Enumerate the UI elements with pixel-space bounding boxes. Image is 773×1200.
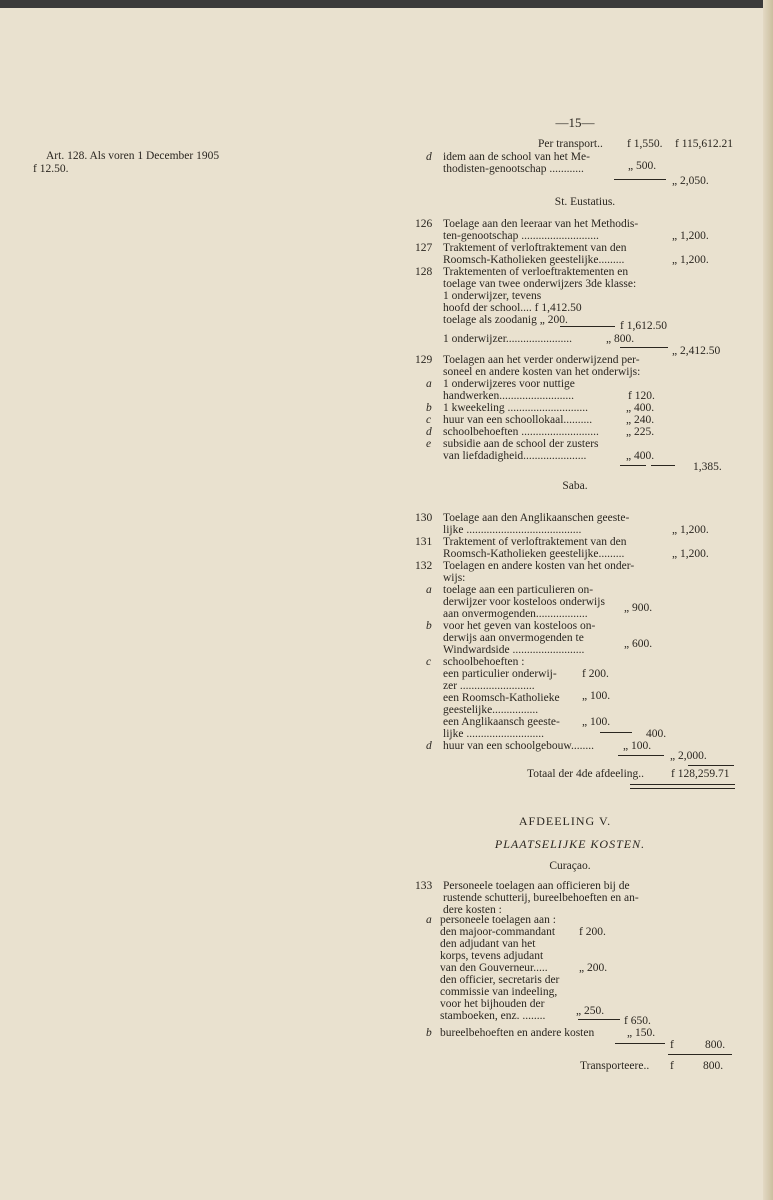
item-text: lijke ...........................: [443, 728, 544, 740]
item-number: 126: [415, 218, 433, 230]
item-text: aan onvermogenden..................: [443, 608, 588, 620]
item-text: bureelbehoeften en andere kosten: [440, 1027, 595, 1039]
item-text: korps, tevens adjudant: [440, 950, 544, 962]
total-amount: f 128,259.71: [671, 768, 730, 780]
item-text: toelage als zoodanig „ 200.: [443, 314, 568, 326]
item-text: Traktement of verloftraktement van den: [443, 536, 627, 548]
item-total: „ 1,200.: [672, 254, 709, 266]
item-text: schoolbehoeften ...........................: [443, 426, 599, 438]
item-text: een particulier onderwij-: [443, 668, 557, 680]
item-text: Traktementen of verloeftraktementen en: [443, 266, 629, 278]
item-total: „ 1,200.: [672, 548, 709, 560]
transport-amount: 800.: [703, 1060, 724, 1072]
item-number: 129: [415, 354, 433, 366]
item-amount: „ 800.: [606, 333, 635, 345]
item-text: Personeele toelagen aan officieren bij de: [443, 880, 630, 892]
rule: [618, 755, 664, 756]
item-amount: „ 400.: [626, 450, 655, 462]
item-total: „ 2,050.: [672, 175, 709, 187]
item-text: rustende schutterij, bureelbehoeften en an-: [443, 892, 639, 904]
item-number: 127: [415, 242, 433, 254]
item-total: 1,385.: [693, 461, 722, 473]
item-text: derwijs aan onvermogenden te: [443, 632, 584, 644]
item-text: dere kosten :: [443, 904, 502, 916]
total-label: Totaal der 4de afdeeling..: [527, 768, 645, 780]
item-amount: „ 100.: [623, 740, 652, 752]
item-text: een Roomsch-Katholieke: [443, 692, 560, 704]
item-letter: c: [426, 414, 432, 426]
rule: [620, 465, 646, 466]
rule: [620, 347, 668, 348]
place-heading: Curaçao.: [549, 860, 591, 872]
page-number: —15—: [555, 115, 595, 130]
rule: [688, 765, 734, 766]
item-letter: a: [426, 378, 432, 390]
item-letter: a: [426, 584, 432, 596]
item-text: den officier, secretaris der: [440, 974, 560, 986]
item-text: stamboeken, enz. ........: [440, 1010, 546, 1022]
item-amount: f 120.: [628, 390, 655, 402]
section-heading: Saba.: [562, 480, 588, 492]
margin-note-line1: Art. 128. Als voren 1 December 1905: [46, 150, 220, 162]
item-amount: „ 100.: [582, 690, 611, 702]
item-amount: f 200.: [582, 668, 609, 680]
item-letter: b: [426, 620, 432, 632]
item-letter: d: [426, 151, 432, 163]
section-subtitle: PLAATSELIJKE KOSTEN.: [494, 837, 646, 851]
item-amount: „ 250.: [576, 1005, 605, 1017]
item-text: van den Gouverneur.....: [440, 962, 548, 974]
item-text: Toelage aan den leeraar van het Methodis-: [443, 218, 639, 230]
item-text: 1 onderwijzeres voor nuttige: [443, 378, 575, 390]
item-total: „ 2,000.: [670, 750, 707, 762]
item-number: 130: [415, 512, 433, 524]
double-rule: [630, 784, 735, 789]
rule: [600, 732, 632, 733]
item-text: wijs:: [443, 572, 466, 584]
item-text: geestelijke................: [443, 704, 539, 716]
margin-note-line2: f 12.50.: [33, 163, 69, 175]
item-text: ten-genootschap ...........................: [443, 230, 599, 242]
carry-forward-label: Per transport..: [538, 138, 603, 150]
item-text: Windwardside .........................: [443, 644, 585, 656]
item-text: zer ..........................: [443, 680, 535, 692]
item-letter: d: [426, 426, 432, 438]
item-text: 1 onderwijzer.......................: [443, 333, 573, 345]
transport-label: Transporteere..: [580, 1060, 650, 1072]
section-title: AFDEELING V.: [518, 814, 612, 828]
item-text: voor het bijhouden der: [440, 998, 545, 1010]
item-text: personeele toelagen aan :: [440, 914, 556, 926]
item-text: den adjudant van het: [440, 938, 536, 950]
item-text: huur van een schoolgebouw........: [443, 740, 594, 752]
carry-forward-amount2: f 115,612.21: [675, 138, 734, 150]
item-letter: e: [426, 438, 432, 450]
item-text: handwerken..........................: [443, 390, 574, 402]
item-subtotal: f 650.: [624, 1015, 651, 1027]
item-text: Roomsch-Katholieken geestelijke.........: [443, 548, 625, 560]
item-letter: a: [426, 914, 432, 926]
paper-edge: [763, 0, 773, 1200]
item-letter: d: [426, 740, 432, 752]
item-total: „ 1,200.: [672, 230, 709, 242]
item-text: Toelage aan den Anglikaanschen geeste-: [443, 512, 630, 524]
item-text: hoofd der school.... f 1,412.50: [443, 302, 582, 314]
item-amount: f 200.: [579, 926, 606, 938]
item-subtotal: f: [670, 1039, 674, 1051]
item-text: 1 kweekeling ............................: [443, 402, 589, 414]
item-number: 132: [415, 560, 433, 572]
rule: [668, 1054, 732, 1055]
item-total: „ 1,200.: [672, 524, 709, 536]
item-text: soneel en andere kosten van het onderwijs:: [443, 366, 641, 378]
item-number: 133: [415, 880, 433, 892]
transport-currency: f: [670, 1060, 674, 1072]
item-text: toelage aan een particulieren on-: [443, 584, 594, 596]
rule: [560, 326, 615, 327]
item-amount: „ 200.: [579, 962, 608, 974]
item-text: Traktement of verloftraktement van den: [443, 242, 627, 254]
item-text: een Anglikaansch geeste-: [443, 716, 560, 728]
item-text: van liefdadigheid......................: [443, 450, 587, 462]
item-amount: „ 150.: [627, 1027, 656, 1039]
carry-forward-amount1: f 1,550.: [627, 138, 663, 150]
item-text: huur van een schoollokaal..........: [443, 414, 593, 426]
item-letter: b: [426, 402, 432, 414]
item-text: 1 onderwijzer, tevens: [443, 290, 542, 302]
item-text: idem aan de school van het Me-: [443, 151, 590, 163]
item-amount: „ 225.: [626, 426, 655, 438]
item-amount: „ 240.: [626, 414, 655, 426]
rule: [614, 179, 666, 180]
item-text: thodisten-genootschap ............: [443, 163, 584, 175]
top-edge: [0, 0, 773, 8]
item-number: 128: [415, 266, 433, 278]
item-text: Roomsch-Katholieken geestelijke.........: [443, 254, 625, 266]
item-amount: „ 500.: [628, 160, 657, 172]
item-text: voor het geven van kosteloos on-: [443, 620, 596, 632]
item-amount: „ 600.: [624, 638, 653, 650]
item-letter: b: [426, 1027, 432, 1039]
item-amount: „ 100.: [582, 716, 611, 728]
item-text: derwijzer voor kosteloos onderwijs: [443, 596, 605, 608]
item-text: Toelagen en andere kosten van het onder-: [443, 560, 635, 572]
item-subtotal: f 1,612.50: [620, 320, 667, 332]
item-text: lijke ........................................: [443, 524, 582, 536]
item-letter: c: [426, 656, 432, 668]
rule: [615, 1043, 665, 1044]
item-text: Toelagen aan het verder onderwijzend per-: [443, 354, 640, 366]
item-number: 131: [415, 536, 433, 548]
rule: [578, 1019, 620, 1020]
item-text: den majoor-commandant: [440, 926, 556, 938]
item-text: commissie van indeeling,: [440, 986, 558, 998]
item-total: „ 2,412.50: [672, 345, 721, 357]
item-text: toelage van twee onderwijzers 3de klasse:: [443, 278, 637, 290]
item-amount: „ 400.: [626, 402, 655, 414]
item-text: schoolbehoeften :: [443, 656, 525, 668]
item-amount: „ 900.: [624, 602, 653, 614]
rule: [651, 465, 675, 466]
item-text: subsidie aan de school der zusters: [443, 438, 599, 450]
item-subtotal: 400.: [646, 728, 667, 740]
item-total: 800.: [705, 1039, 726, 1051]
section-heading: St. Eustatius.: [554, 196, 616, 208]
